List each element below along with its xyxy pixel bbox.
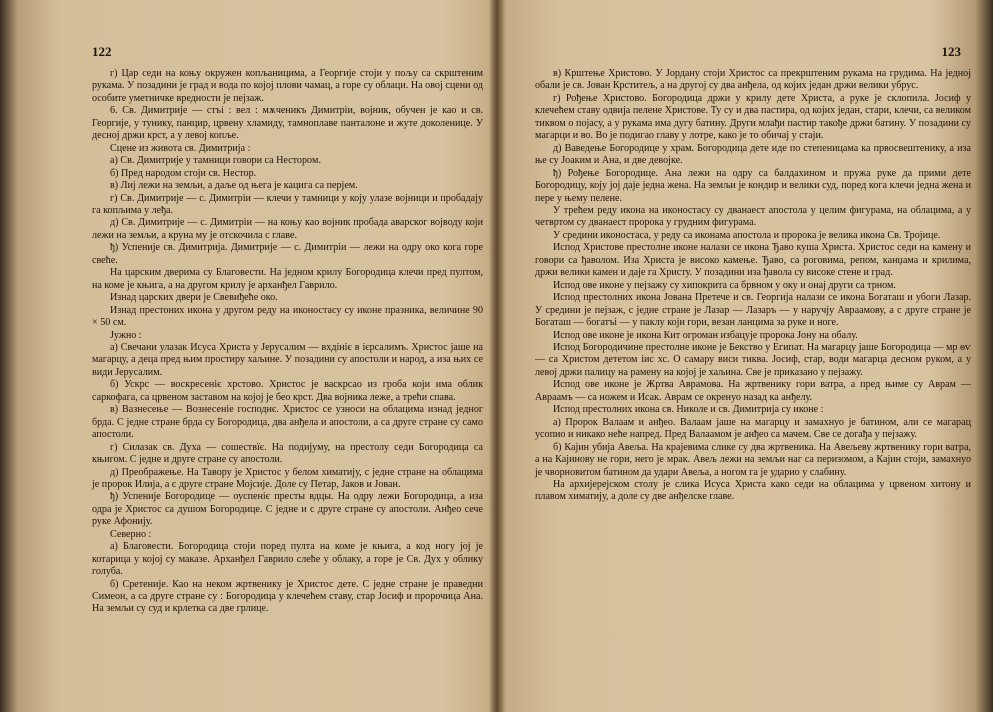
paragraph: 6. Св. Димитрије — стъі : вел : мѫченикъ Димитріи, војник, обучен је као и св. Георгије, у тунику, панцир, црвену хламиду, тамноплаве панталоне и жуте доколенице. У десној држи крст, а у левој копље. [92, 105, 483, 142]
paragraph: б) Кајин убија Авеља. На крајевима слике су два жртвеника. На Авељеву жртвенику гори ватра, а на Кајинову не гори, него је мрак. Авељ лежи на земљи наг са перизомом, а Кајин стоји, замахнуо је чворновитом батином да удари Авеља, а ногом га је ударио у слабину. [535, 441, 971, 478]
paragraph: а) Благовести. Богородица стоји поред пулта на коме је књига, а код ногу јој је котарица у којој су маказе. Арханђел Гаврило слеће у облаку, а горе је Св. Дух у облику голуба. [92, 541, 483, 578]
paragraph: г) Цар седи на коњу окружен копљаницима, а Георгије стоји у пољу са скрштеним рукама. У позадини је град и вода по којој плови чамац, а горе су облаци. На овој сцени од особите уметничке вредности је пејзаж. [92, 68, 483, 104]
paragraph: ђ) Успеније Богородице — оуспеніє престы вдцы. На одру лежи Богородица, а иза одра је Христос са душом Богородице. С једне и с друге стране су апостоли. Анђео сече руке Афонију. [92, 491, 483, 528]
paragraph: а) Пророк Валаам и анђео. Валаам јаше на магарцу и замахнуо је батином, али се магарац усопио и никако неће напред. Пред Валаамом је анђео са мачем. Све се догађа у пејзажу. [535, 416, 971, 441]
right-page-text [535, 68, 971, 504]
paragraph: У средини иконостаса, у реду са иконама апостола и пророка је велика икона Св. Тројице. [553, 229, 941, 241]
paragraph: ђ) Успеније св. Димитрија. Димитрије — с. Димитріи — лежи на одру око кога горе свеће. [92, 242, 483, 266]
paragraph: Сцене из живота св. Димитрија : [110, 142, 251, 154]
paragraph: д) Ваведење Богородице у храм. Богородица дете иде по степеницама ка првосвештенику, а иза ње су Јоаким и Ана, и две девојке. [535, 142, 971, 167]
paragraph: Северно : [110, 528, 152, 540]
paragraph: У трећем реду икона на иконостасу су дванаест апостола у целим фигурама, на облацима, а у четвртом су дванаест пророка у грудним фигурама. [535, 204, 971, 229]
paragraph: На царским дверима су Благовести. На једном крилу Богородица клечи пред пултом, на коме је књига, а на другом крилу је арханђел Гаврило. [92, 267, 483, 291]
paragraph: д) Св. Димитрије — с. Димитріи — на коњу као војник пробада аварског војводу који лежи на земљи, а круна му је отскочила с главе. [92, 217, 483, 241]
paragraph: г) Рођење Христово. Богородица држи у крилу дете Христа, а руке је склопила. Јосиф у клечећем ставу одвија пелене Христове. Ту су и два пастира, од којих један, стари, клечи, са великом тиквом о појасу, а у рукама има дугу батину. Други млађи пастир такође држи батину. У позадини су магарци и во. Во је подигао главу у лотре, како је то обичај у стаји. [535, 92, 971, 142]
paragraph: Испод ове иконе је икона Кит огроман избацује пророка Јону на обалу. [553, 329, 858, 341]
paragraph: Испод ове иконе је Жртва Аврамова. На жртвенику гори ватра, а пред њиме су Аврам — Авраамъ — са ножем и Исак. Аврам се окренуо назад ка анђелу. [535, 379, 971, 403]
paragraph: Јужно : [110, 329, 142, 341]
paragraph: г) Св. Димитрије — с. Димитріи — клечи у тамници у коју улазе војници и пробадају га копљима у леђа. [92, 192, 483, 216]
paragraph: в) Вазнесење — Вознесеніе господнє. Христос се узноси на облацима изнад једног брда. С једне стране брда су Богородица, два анђела и апостоли, а са друге стране су само апостоли. [92, 404, 483, 441]
page-number-left: 122 [92, 44, 112, 59]
paragraph: г) Силазак св. Духа — сошествїє. На подијуму, на престолу седи Богородица са књигом. С једне и друге стране су апостоли. [92, 441, 483, 466]
paragraph: д) Преображење. На Тавору је Христос у белом химатију, с једне стране на облацима је пророк Илија, а с друге стране Мојсије. Доле су Петар, Јаков и Јован. [92, 466, 483, 490]
paragraph: б) Сретеније. Као на неком жртвенику је Христос дете. С једне стране је праведни Симеон, а са друге стране су : Богородица у клечећем ставу, стар Јосиф и пророчица Ана. На земљи су суд и крлетка са две грлице. [92, 578, 483, 615]
paragraph: в) Крштење Христово. У Јордану стоји Христос са прекрштеним рукама на грудима. На једној обали је св. Јован Крститељ, а на другој су два анђела, од којих један држи велики убрус. [535, 68, 971, 92]
right-page [497, 0, 993, 712]
paragraph: а) Св. Димитрије у тамници говори са Несторoм. [110, 155, 321, 167]
paragraph: Изнад царских двери је Свевиђеће око. [110, 292, 278, 304]
paragraph: Испод престолних икона Јована Претече и св. Георгија налази се икона Богаташ и убоги Лазар. У средини је пејзаж, с једне стране је Лазар — Лазаръ — у наручју Авраамову, а с друге стране је Богаташ — богатъі — у паклу који гори, везан ланцима за руке и ноге. [535, 292, 971, 329]
page-number-right: 123 [941, 44, 961, 59]
left-page-text [92, 68, 483, 616]
paragraph: в) Лиј лежи на земљи, а даље од њега је кацига са перјем. [110, 180, 358, 192]
paragraph: Испод престолних икона св. Николе и св. Димитрија су иконе : [553, 404, 824, 416]
paragraph: Испод Христове престолне иконе налази се икона Ђаво куша Христа. Христос седи на камену и говори са ђаволом. Иза Христа је високо камење. Ђаво, са роговима, репом, канџама и крилима, држи велики камен и даје га Христу. У позадини иза ђавола су високе стене и град. [535, 242, 971, 279]
paragraph: а) Свечани улазак Исуса Христа у Јерусалим — вхдініє в ієрсалимъ. Христос јаше на магарцу, а деца пред њим простиру хаљине. У позадини су апостоли и народ, а иза њих се види Јерусалим. [92, 341, 483, 378]
paragraph: б) Пред народом стоји св. Нестор. [110, 167, 257, 179]
paragraph: На архијерејском столу је слика Исуса Христа како седи на облацима у црвеном хитону и плавом химатију, а доле су две анђелске главе. [535, 478, 971, 503]
paragraph: Испод ове иконе у пејзажу су хипокрита са брвном у оку и онај други са трном. [553, 279, 896, 291]
paragraph: ђ) Рођење Богородице. Ана лежи на одру са балдахином и пружа руке да прими дете Богородицу, коју јој даје једна жена. На земљи је кондир и велики суд, поред кога клечи једна жена и пере у њему пелене. [535, 167, 971, 204]
paragraph: Испод Богородичине престолне иконе је Бекство у Египат. На магарцу јаше Богородица — мр ѳѵ — са Христом дететом іис хс. О самару виси тиква. Јосиф, стар, води магарца десном руком, а у левој држи палицу на рамену на којој је хаљина. Све је приказано у пејзажу. [535, 341, 971, 378]
paragraph: Изнад престоних икона у другом реду на иконостасу су иконе празника, величине 90 × 50 см. [92, 304, 483, 329]
paragraph: б) Ускрс — воскресеніє хрстово. Христос је васкрсао из гроба који има облик саркофага, са црвеном заставом на којој је беo крст. Два војника леже, а трећи спава. [92, 379, 483, 403]
